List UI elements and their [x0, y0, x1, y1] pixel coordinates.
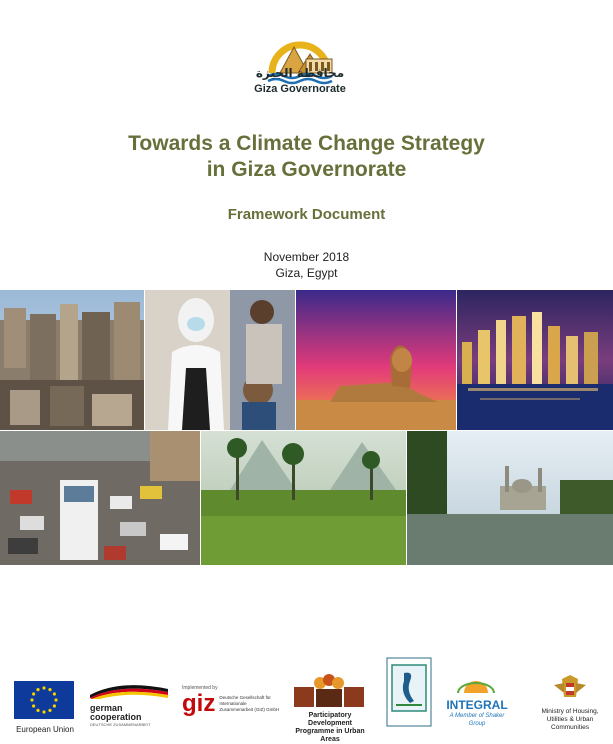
- giz-wordmark: giz: [182, 690, 216, 717]
- cairo-dense-buildings-photo: [0, 290, 144, 430]
- integral-wordmark: INTEGRAL: [446, 698, 508, 712]
- integral-sub: A Member of Shaker Group: [449, 713, 505, 727]
- sphinx-sunset-photo: [296, 290, 456, 430]
- ministry-label-line2: Utilities & Urban Communities: [546, 716, 594, 731]
- pdp-people-houses-icon: [290, 673, 368, 707]
- health-worker-child-vaccination-photo: [145, 290, 295, 430]
- giz-logo: [182, 685, 280, 729]
- governorate-name-arabic: محافظة الجيزة: [255, 66, 345, 80]
- giz-full-name: Deutsche Gesellschaft für Internationale Zusammenarbeit (GIZ) GmbH: [219, 695, 280, 712]
- integral-logo: [444, 679, 510, 729]
- german-cooperation-label: german cooperation: [90, 703, 142, 722]
- german-flag-swoosh-icon: [90, 681, 168, 699]
- pdp-logo: [290, 673, 370, 743]
- city-night-skyline-photo: [457, 290, 613, 430]
- eu-label: European Union: [16, 725, 74, 734]
- integral-sunburst-icon: [444, 679, 508, 693]
- eu-logo: [14, 681, 76, 734]
- publication-date: November 2018: [263, 250, 350, 264]
- nile-river-mosque-photo: [407, 431, 613, 565]
- governorate-name: Giza Governorate: [254, 83, 346, 95]
- document-title: [40, 131, 573, 183]
- pdp-label-line1: Participatory Development: [308, 712, 352, 727]
- document-subtitle: Framework Document: [227, 206, 386, 223]
- ministry-label-line1: Ministry of Housing,: [541, 708, 599, 715]
- pdp-label-line2: Programme in Urban Areas: [295, 728, 365, 743]
- giz-implemented-by: Implemented by: [182, 685, 218, 691]
- egypt-eagle-emblem-icon: [528, 673, 612, 703]
- partner-logos-bar: [0, 655, 613, 743]
- ibis-emblem-logo: [386, 657, 432, 729]
- german-cooperation-sub: DEUTSCHE ZUSAMMENARBEIT: [90, 722, 151, 727]
- title-line-1: Towards a Climate Change Strategy: [128, 132, 485, 155]
- photo-collage: [0, 290, 613, 565]
- eu-flag-icon: [14, 681, 74, 719]
- ministry-logo: [528, 673, 612, 733]
- traffic-jam-street-photo: [0, 431, 200, 565]
- publication-place: Giza, Egypt: [275, 266, 338, 280]
- title-line-2: in Giza Governorate: [206, 158, 407, 181]
- pyramids-palm-field-photo: [201, 431, 406, 565]
- german-cooperation-logo: [90, 681, 168, 729]
- ibis-bird-icon: [386, 657, 432, 727]
